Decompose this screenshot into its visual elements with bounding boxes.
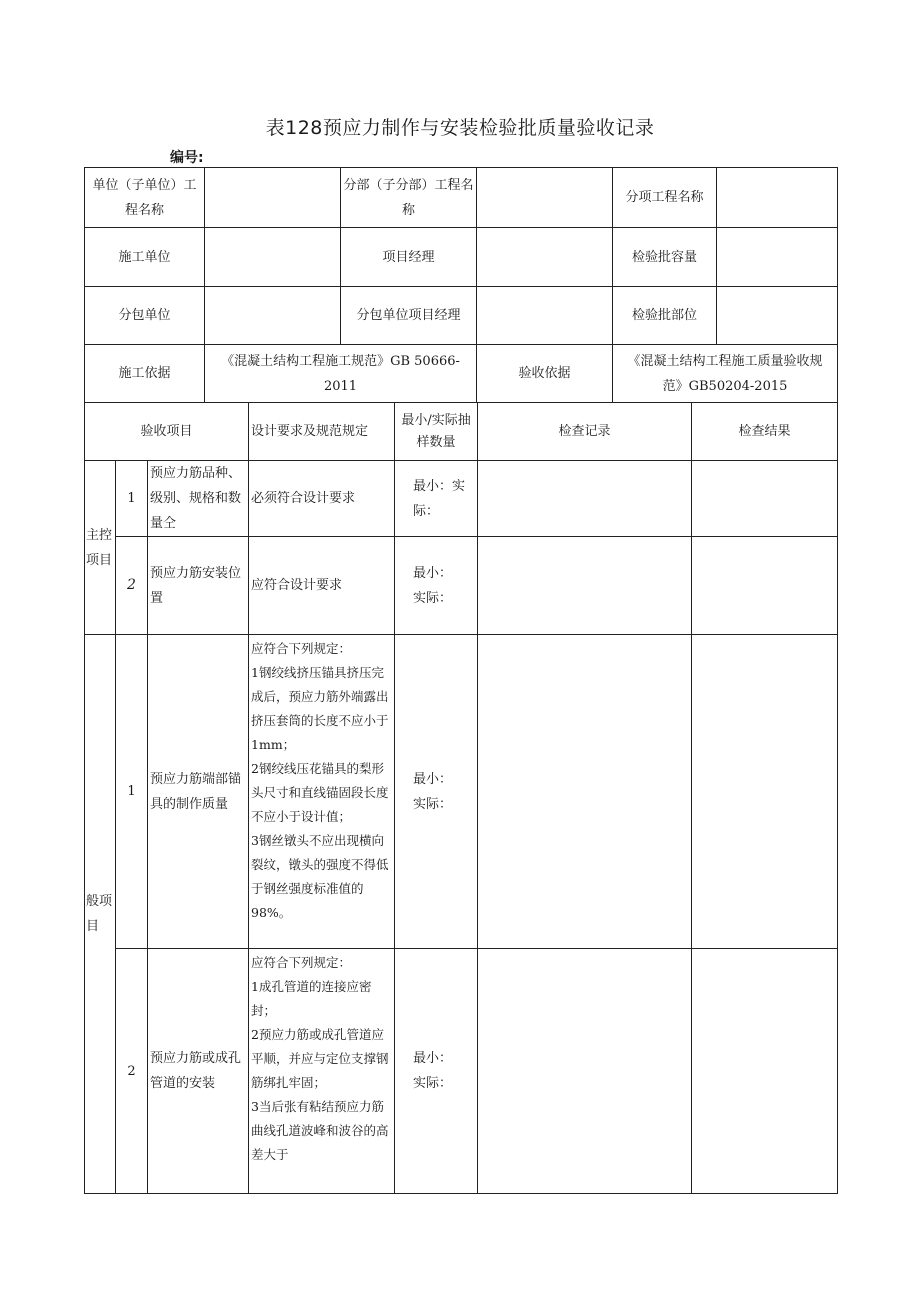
item-name: 预应力筋或成孔管道的安装 — [148, 949, 249, 1194]
subcontractor-label: 分包单位 — [85, 287, 205, 345]
sample-actual: 际： — [413, 503, 440, 519]
contractor-value[interactable] — [205, 228, 341, 287]
header-info-table — [84, 167, 838, 403]
requirement-line: 3当后张有粘结预应力筋曲线孔道波峰和波谷的高差大于 — [251, 1099, 389, 1162]
col-inspection-item: 验收项目 — [85, 403, 249, 461]
design-requirement: 应符合设计要求 — [249, 537, 395, 635]
subcontractor-manager-value[interactable] — [477, 287, 613, 345]
requirement-line: 应符合下列规定： — [251, 955, 352, 970]
subdivision-project-name-value[interactable] — [477, 168, 613, 228]
construction-basis-value: 《混凝土结构工程施工规范》GB 50666-2011 — [205, 345, 477, 403]
header-row-unit — [85, 168, 838, 228]
project-manager-value[interactable] — [477, 228, 613, 287]
requirement-line: 1成孔管道的连接应密封； — [251, 979, 372, 1018]
unit-project-name-value[interactable] — [205, 168, 341, 228]
main-control-row-2 — [85, 537, 838, 635]
requirement-line: 2预应力筋或成孔管道应平顺，并应与定位支撑钢筋绑扎牢固； — [251, 1027, 389, 1090]
requirement-line: 应符合下列规定： — [251, 641, 352, 656]
acceptance-basis-label: 验收依据 — [477, 345, 613, 403]
batch-location-value[interactable] — [717, 287, 838, 345]
sample-min: 最小：实 — [413, 478, 466, 494]
item-name: 预应力筋安装位置 — [148, 537, 249, 635]
sample-min: 最小： — [413, 1051, 453, 1066]
column-header-row — [85, 403, 838, 461]
sample-actual: 实际： — [413, 590, 453, 606]
design-requirement — [249, 949, 395, 1194]
check-record-cell[interactable] — [478, 537, 692, 635]
check-result-cell[interactable] — [692, 461, 838, 537]
sample-quantity[interactable] — [395, 635, 478, 949]
acceptance-basis-value: 《混凝土结构工程施工质量验收规范》GB50204-2015 — [613, 345, 838, 403]
design-requirement: 必须符合设计要求 — [249, 461, 395, 537]
check-result-cell[interactable] — [692, 949, 838, 1194]
header-row-contractor — [85, 228, 838, 287]
item-number: 1 — [116, 461, 148, 537]
item-name: 预应力筋端部锚具的制作质量 — [148, 635, 249, 949]
check-record-cell[interactable] — [478, 461, 692, 537]
main-control-row-1 — [85, 461, 838, 537]
general-row-1 — [85, 635, 838, 949]
check-record-cell[interactable] — [478, 635, 692, 949]
check-result-cell[interactable] — [692, 635, 838, 949]
sample-actual: 实际： — [413, 796, 453, 812]
contractor-label: 施工单位 — [85, 228, 205, 287]
check-result-cell[interactable] — [692, 537, 838, 635]
col-check-record: 检查记录 — [478, 403, 692, 461]
unit-project-name-label: 单位（子单位）工程名称 — [85, 168, 205, 228]
sub-item-project-name-label: 分项工程名称 — [613, 168, 717, 228]
subcontractor-manager-label: 分包单位项目经理 — [341, 287, 477, 345]
serial-number-label: 编号: — [170, 150, 204, 166]
project-manager-label: 项目经理 — [341, 228, 477, 287]
header-row-basis — [85, 345, 838, 403]
col-sample-quantity: 最小/实际抽样数量 — [395, 403, 478, 461]
batch-capacity-value[interactable] — [717, 228, 838, 287]
sample-quantity[interactable] — [395, 949, 478, 1194]
construction-basis-label: 施工依据 — [85, 345, 205, 403]
subdivision-project-name-label: 分部（子分部）工程名称 — [341, 168, 477, 228]
item-name: 预应力筋品种、级别、规格和数量仝 — [148, 461, 249, 537]
col-check-result: 检查结果 — [692, 403, 838, 461]
form-title: 表128预应力制作与安装检验批质量验收记录 — [265, 117, 655, 139]
sub-item-project-name-value[interactable] — [717, 168, 838, 228]
inspection-items-table — [84, 402, 838, 1194]
sample-quantity[interactable] — [395, 537, 478, 635]
header-row-subcontractor — [85, 287, 838, 345]
item-number: 2 — [116, 537, 148, 635]
main-control-label: 主控项目 — [85, 461, 116, 635]
check-record-cell[interactable] — [478, 949, 692, 1194]
batch-location-label: 检验批部位 — [613, 287, 717, 345]
design-requirement — [249, 635, 395, 949]
batch-capacity-label: 检验批容量 — [613, 228, 717, 287]
requirement-line: 3钢丝镦头不应出现横向裂纹，镦头的强度不得低于钢丝强度标准值的98%。 — [251, 833, 389, 920]
requirement-line: 2钢绞线压花锚具的梨形头尺寸和直线锚固段长度不应小于设计值； — [251, 761, 389, 824]
general-row-2 — [85, 949, 838, 1194]
item-number: 1 — [116, 635, 148, 949]
sample-min: 最小： — [413, 565, 453, 581]
general-items-label: 般项目 — [85, 635, 116, 1194]
item-number: 2 — [116, 949, 148, 1194]
requirement-line: 1钢绞线挤压锚具挤压完成后，预应力筋外端露出挤压套筒的长度不应小于1mm； — [251, 665, 389, 752]
sample-quantity[interactable] — [395, 461, 478, 537]
sample-actual: 实际： — [413, 1076, 453, 1091]
sample-min: 最小： — [413, 771, 453, 787]
subcontractor-value[interactable] — [205, 287, 341, 345]
col-design-requirement: 设计要求及规范规定 — [249, 403, 395, 461]
